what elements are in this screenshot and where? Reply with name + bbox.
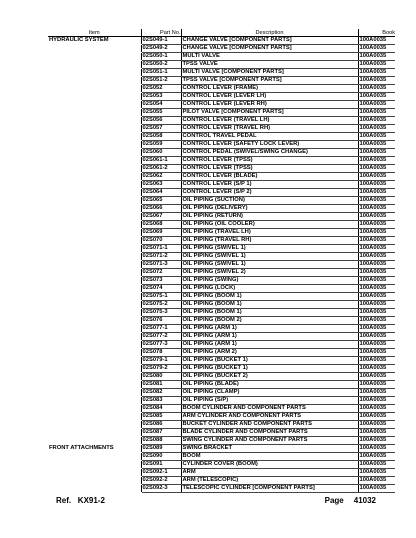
item-cell <box>48 117 141 125</box>
part-no-cell: 02S082 <box>141 389 181 397</box>
book-cell: 100A0035 <box>358 461 395 469</box>
book-cell: 100A0035 <box>358 173 395 181</box>
item-cell: HYDRAULIC SYSTEM <box>49 37 109 44</box>
item-cell <box>48 237 141 245</box>
description-cell: OIL PIPING (BUCKET 2) <box>181 373 358 381</box>
part-no-cell: 02S083 <box>141 397 181 405</box>
description-cell: OIL PIPING (BUCKET 1) <box>181 357 358 365</box>
item-cell <box>48 461 141 469</box>
description-cell: ARM (TELESCOPIC) <box>181 477 358 485</box>
description-cell: CONTROL LEVER (TPSS) <box>181 165 358 173</box>
part-no-cell: 02S087 <box>141 429 181 437</box>
book-cell: 100A0035 <box>358 285 395 293</box>
description-cell: BOOM <box>181 453 358 461</box>
book-cell: 100A0035 <box>358 37 395 45</box>
item-cell <box>48 357 141 365</box>
item-cell <box>48 269 141 277</box>
table-row <box>48 453 395 461</box>
item-cell <box>48 429 141 437</box>
description-cell: CONTROL LEVER (LEVER RH) <box>181 101 358 109</box>
description-cell: OIL PIPING (DELIVERY) <box>181 205 358 213</box>
book-cell: 100A0035 <box>358 453 395 461</box>
part-no-cell: 02S063 <box>141 181 181 189</box>
book-cell: 100A0035 <box>358 253 395 261</box>
table-row <box>48 173 395 181</box>
book-cell: 100A0035 <box>358 381 395 389</box>
book-cell: 100A0035 <box>358 189 395 197</box>
book-cell: 100A0035 <box>358 157 395 165</box>
book-cell: 100A0035 <box>358 365 395 373</box>
description-cell: MULTI VALVE [COMPONENT PARTS] <box>181 69 358 77</box>
item-cell <box>48 149 141 157</box>
table-row <box>48 437 395 445</box>
page-footer <box>56 496 376 508</box>
book-cell: 100A0035 <box>358 485 395 493</box>
table-row <box>48 445 395 453</box>
description-cell: OIL PIPING (SWIVEL 1) <box>181 253 358 261</box>
description-cell: CYLINDER COVER (BOOM) <box>181 461 358 469</box>
book-cell: 100A0035 <box>358 229 395 237</box>
part-no-cell: 02S078 <box>141 349 181 357</box>
part-no-cell: 02S088 <box>141 437 181 445</box>
description-cell: CONTROL LEVER (TRAVEL LH) <box>181 117 358 125</box>
book-cell: 100A0035 <box>358 309 395 317</box>
table-row <box>48 285 395 293</box>
item-cell <box>48 397 141 405</box>
description-cell: TPSS VALVE <box>181 61 358 69</box>
description-cell: OIL PIPING (S/P) <box>181 397 358 405</box>
book-cell: 100A0035 <box>358 325 395 333</box>
column-header-item: Item <box>48 29 141 37</box>
part-no-cell: 02S075-1 <box>141 293 181 301</box>
table-row <box>48 309 395 317</box>
table-row <box>48 69 395 77</box>
part-no-cell: 02S076 <box>141 317 181 325</box>
description-cell: CONTROL LEVER (TPSS) <box>181 157 358 165</box>
item-cell <box>48 421 141 429</box>
table-row <box>48 85 395 93</box>
part-no-cell: 02S050-1 <box>141 53 181 61</box>
item-cell <box>48 293 141 301</box>
item-cell <box>48 197 141 205</box>
description-cell: OIL PIPING (TRAVEL RH) <box>181 237 358 245</box>
book-cell: 100A0035 <box>358 245 395 253</box>
reference <box>56 496 105 505</box>
table-row <box>48 357 395 365</box>
ref-code: KX91-2 <box>77 496 105 505</box>
book-cell: 100A0035 <box>358 389 395 397</box>
book-cell: 100A0035 <box>358 333 395 341</box>
item-cell <box>48 349 141 357</box>
description-cell: BOOM CYLINDER AND COMPONENT PARTS <box>181 405 358 413</box>
part-no-cell: 02S077-2 <box>141 333 181 341</box>
item-cell <box>48 373 141 381</box>
part-no-cell: 02S091 <box>141 461 181 469</box>
description-cell: OIL PIPING (ARM 1) <box>181 333 358 341</box>
table-header-row <box>48 29 395 37</box>
book-cell: 100A0035 <box>358 293 395 301</box>
description-cell: ARM CYLINDER AND COMPONENT PARTS <box>181 413 358 421</box>
book-cell: 100A0035 <box>358 277 395 285</box>
book-cell: 100A0035 <box>358 469 395 477</box>
table-row <box>48 53 395 61</box>
table-row <box>48 93 395 101</box>
part-no-cell: 02S064 <box>141 189 181 197</box>
part-no-cell: 02S061-2 <box>141 165 181 173</box>
table-row <box>48 325 395 333</box>
book-cell: 100A0035 <box>358 117 395 125</box>
book-cell: 100A0035 <box>358 77 395 85</box>
book-cell: 100A0035 <box>358 357 395 365</box>
part-no-cell: 02S079-1 <box>141 357 181 365</box>
item-cell <box>48 381 141 389</box>
page-label: Page <box>324 496 344 505</box>
book-cell: 100A0035 <box>358 373 395 381</box>
description-cell: OIL PIPING (LOCK) <box>181 285 358 293</box>
description-cell: TELESCOPIC CYLINDER [COMPONENT PARTS] <box>181 485 358 493</box>
part-no-cell: 02S080 <box>141 373 181 381</box>
item-cell <box>48 53 141 61</box>
table-row <box>48 101 395 109</box>
table-row <box>48 149 395 157</box>
description-cell: OIL PIPING (BOOM 1) <box>181 309 358 317</box>
part-no-cell: 02S057 <box>141 125 181 133</box>
part-no-cell: 02S051-2 <box>141 77 181 85</box>
item-cell <box>48 485 141 493</box>
book-cell: 100A0035 <box>358 437 395 445</box>
description-cell: CONTROL LEVER (LEVER LH) <box>181 93 358 101</box>
item-cell <box>48 45 141 53</box>
column-header-book: Book <box>358 29 395 37</box>
book-cell: 100A0035 <box>358 221 395 229</box>
table-row <box>48 389 395 397</box>
item-cell <box>48 69 141 77</box>
table-row <box>48 237 395 245</box>
book-cell: 100A0035 <box>358 261 395 269</box>
table-row <box>48 133 395 141</box>
description-cell: OIL PIPING (ARM 2) <box>181 349 358 357</box>
item-cell <box>48 61 141 69</box>
part-no-cell: 02S086 <box>141 421 181 429</box>
description-cell: BUCKET CYLINDER AND COMPONENT PARTS <box>181 421 358 429</box>
table-row <box>48 229 395 237</box>
item-cell <box>48 261 141 269</box>
part-no-cell: 02S090 <box>141 453 181 461</box>
column-header-part-no: Part No. <box>141 29 181 37</box>
part-no-cell: 02S053 <box>141 93 181 101</box>
item-cell <box>48 109 141 117</box>
table-row <box>48 349 395 357</box>
part-no-cell: 02S066 <box>141 205 181 213</box>
table-row <box>48 125 395 133</box>
description-cell: CONTROL LEVER (FRAME) <box>181 85 358 93</box>
item-cell <box>48 285 141 293</box>
part-no-cell: 02S081 <box>141 381 181 389</box>
table-row <box>48 397 395 405</box>
description-cell: CHANGE VALVE [COMPONENT PARTS] <box>181 45 358 53</box>
description-cell: OIL PIPING (BOOM 1) <box>181 301 358 309</box>
item-cell <box>48 317 141 325</box>
item-cell <box>48 405 141 413</box>
table-row <box>48 197 395 205</box>
part-no-cell: 02S069 <box>141 229 181 237</box>
item-cell <box>48 389 141 397</box>
table-row <box>48 381 395 389</box>
table-row <box>48 413 395 421</box>
book-cell: 100A0035 <box>358 421 395 429</box>
table-row <box>48 277 395 285</box>
description-cell: OIL PIPING (CLAMP) <box>181 389 358 397</box>
table-row <box>48 221 395 229</box>
description-cell: OIL PIPING (BLADE) <box>181 381 358 389</box>
table-row <box>48 77 395 85</box>
part-no-cell: 02S054 <box>141 101 181 109</box>
table-row <box>48 269 395 277</box>
book-cell: 100A0035 <box>358 213 395 221</box>
item-cell <box>48 453 141 461</box>
description-cell: OIL PIPING (OIL COOLER) <box>181 221 358 229</box>
part-no-cell: 02S071-3 <box>141 261 181 269</box>
part-no-cell: 02S071-2 <box>141 253 181 261</box>
part-no-cell: 02S060 <box>141 149 181 157</box>
description-cell: CONTROL LEVER (TRAVEL RH) <box>181 125 358 133</box>
part-no-cell: 02S050-2 <box>141 61 181 69</box>
item-cell <box>48 229 141 237</box>
parts-table <box>48 29 395 493</box>
part-no-cell: 02S085 <box>141 413 181 421</box>
part-no-cell: 02S092-2 <box>141 477 181 485</box>
description-cell: CONTROL LEVER (BLADE) <box>181 173 358 181</box>
book-cell: 100A0035 <box>358 301 395 309</box>
part-no-cell: 02S074 <box>141 285 181 293</box>
table-row <box>48 37 395 45</box>
description-cell: ARM <box>181 469 358 477</box>
book-cell: 100A0035 <box>358 477 395 485</box>
part-no-cell: 02S065 <box>141 197 181 205</box>
item-cell <box>48 125 141 133</box>
part-no-cell: 02S062 <box>141 173 181 181</box>
book-cell: 100A0035 <box>358 349 395 357</box>
book-cell: 100A0035 <box>358 269 395 277</box>
table-row <box>48 141 395 149</box>
description-cell: OIL PIPING (SWIVEL 1) <box>181 261 358 269</box>
part-no-cell: 02S092-3 <box>141 485 181 493</box>
part-no-cell: 02S072 <box>141 269 181 277</box>
book-cell: 100A0035 <box>358 405 395 413</box>
description-cell: BLADE CYLINDER AND COMPONENT PARTS <box>181 429 358 437</box>
book-cell: 100A0035 <box>358 101 395 109</box>
description-cell: PILOT VALVE [COMPONENT PARTS] <box>181 109 358 117</box>
item-cell <box>48 213 141 221</box>
item-cell <box>48 205 141 213</box>
item-cell <box>48 141 141 149</box>
table-row <box>48 213 395 221</box>
description-cell: CONTROL PEDAL (SWIVEL/SWING CHANGE) <box>181 149 358 157</box>
item-cell <box>48 333 141 341</box>
table-row <box>48 429 395 437</box>
item-cell <box>48 301 141 309</box>
book-cell: 100A0035 <box>358 109 395 117</box>
book-cell: 100A0035 <box>358 133 395 141</box>
item-cell <box>48 93 141 101</box>
description-cell: OIL PIPING (ARM 1) <box>181 341 358 349</box>
table-row <box>48 477 395 485</box>
item-cell <box>48 189 141 197</box>
table-row <box>48 317 395 325</box>
part-no-cell: 02S055 <box>141 109 181 117</box>
item-cell <box>48 181 141 189</box>
item-cell <box>48 309 141 317</box>
item-cell <box>48 325 141 333</box>
book-cell: 100A0035 <box>358 181 395 189</box>
table-row <box>48 109 395 117</box>
page-number-block <box>315 496 376 505</box>
book-cell: 100A0035 <box>358 125 395 133</box>
part-no-cell: 02S089 <box>141 445 181 453</box>
book-cell: 100A0035 <box>358 445 395 453</box>
book-cell: 100A0035 <box>358 197 395 205</box>
item-cell <box>48 477 141 485</box>
item-cell <box>48 365 141 373</box>
table-row <box>48 181 395 189</box>
table-row <box>48 301 395 309</box>
table-row <box>48 293 395 301</box>
part-no-cell: 02S092-1 <box>141 469 181 477</box>
part-no-cell: 02S075-2 <box>141 301 181 309</box>
item-cell <box>48 221 141 229</box>
table-row <box>48 333 395 341</box>
table-row <box>48 469 395 477</box>
book-cell: 100A0035 <box>358 85 395 93</box>
table-row <box>48 365 395 373</box>
book-cell: 100A0035 <box>358 45 395 53</box>
part-no-cell: 02S075-3 <box>141 309 181 317</box>
part-no-cell: 02S061-1 <box>141 157 181 165</box>
item-cell <box>48 437 141 445</box>
part-no-cell: 02S077-1 <box>141 325 181 333</box>
table-row <box>48 157 395 165</box>
description-cell: OIL PIPING (BUCKET 1) <box>181 365 358 373</box>
description-cell: OIL PIPING (BOOM 1) <box>181 293 358 301</box>
table-row <box>48 245 395 253</box>
table-row <box>48 461 395 469</box>
part-no-cell: 02S058 <box>141 133 181 141</box>
book-cell: 100A0035 <box>358 341 395 349</box>
description-cell: CONTROL LEVER (S/P 2) <box>181 189 358 197</box>
description-cell: OIL PIPING (SWING) <box>181 277 358 285</box>
item-cell <box>48 413 141 421</box>
description-cell: CONTROL LEVER (S/P 1) <box>181 181 358 189</box>
table-row <box>48 373 395 381</box>
table-row <box>48 253 395 261</box>
table-row <box>48 165 395 173</box>
part-no-cell: 02S073 <box>141 277 181 285</box>
book-cell: 100A0035 <box>358 69 395 77</box>
description-cell: OIL PIPING (TRAVEL LH) <box>181 229 358 237</box>
description-cell: OIL PIPING (BOOM 2) <box>181 317 358 325</box>
table-row <box>48 261 395 269</box>
part-no-cell: 02S067 <box>141 213 181 221</box>
part-no-cell: 02S070 <box>141 237 181 245</box>
book-cell: 100A0035 <box>358 237 395 245</box>
table-row <box>48 189 395 197</box>
item-cell <box>48 341 141 349</box>
part-no-cell: 02S077-3 <box>141 341 181 349</box>
description-cell: OIL PIPING (SWIVEL 1) <box>181 245 358 253</box>
book-cell: 100A0035 <box>358 429 395 437</box>
item-cell <box>48 277 141 285</box>
description-cell: MULTI VALVE <box>181 53 358 61</box>
page-number: 41032 <box>353 496 376 505</box>
description-cell: CONTROL TRAVEL PEDAL <box>181 133 358 141</box>
table-row <box>48 205 395 213</box>
part-no-cell: 02S071-1 <box>141 245 181 253</box>
table-row <box>48 485 395 493</box>
description-cell: OIL PIPING (SWIVEL 2) <box>181 269 358 277</box>
table-row <box>48 341 395 349</box>
table-row <box>48 61 395 69</box>
book-cell: 100A0035 <box>358 397 395 405</box>
item-cell <box>48 101 141 109</box>
part-no-cell: 02S084 <box>141 405 181 413</box>
description-cell: CHANGE VALVE [COMPONENT PARTS] <box>181 37 358 45</box>
book-cell: 100A0035 <box>358 53 395 61</box>
part-no-cell: 02S051-1 <box>141 69 181 77</box>
item-cell <box>48 253 141 261</box>
book-cell: 100A0035 <box>358 149 395 157</box>
part-no-cell: 02S049-1 <box>141 37 181 45</box>
book-cell: 100A0035 <box>358 317 395 325</box>
description-cell: SWING CYLINDER AND COMPONENT PARTS <box>181 437 358 445</box>
item-cell: FRONT ATTACHMENTS <box>49 445 114 452</box>
ref-label: Ref. <box>56 496 72 505</box>
book-cell: 100A0035 <box>358 93 395 101</box>
description-cell: OIL PIPING (RETURN) <box>181 213 358 221</box>
description-cell: TPSS VALVE [COMPONENT PARTS] <box>181 77 358 85</box>
part-no-cell: 02S079-2 <box>141 365 181 373</box>
part-no-cell: 02S059 <box>141 141 181 149</box>
book-cell: 100A0035 <box>358 141 395 149</box>
book-cell: 100A0035 <box>358 165 395 173</box>
table-row <box>48 45 395 53</box>
book-cell: 100A0035 <box>358 205 395 213</box>
table-row <box>48 117 395 125</box>
column-header-description: Description <box>181 29 358 37</box>
table-row <box>48 405 395 413</box>
item-cell <box>48 157 141 165</box>
item-cell <box>48 77 141 85</box>
part-no-cell: 02S049-2 <box>141 45 181 53</box>
item-cell <box>48 85 141 93</box>
part-no-cell: 02S068 <box>141 221 181 229</box>
part-no-cell: 02S056 <box>141 117 181 125</box>
book-cell: 100A0035 <box>358 61 395 69</box>
description-cell: SWING BRACKET <box>181 445 358 453</box>
item-cell <box>48 469 141 477</box>
part-no-cell: 02S052 <box>141 85 181 93</box>
item-cell <box>48 165 141 173</box>
description-cell: OIL PIPING (ARM 1) <box>181 325 358 333</box>
item-cell <box>48 133 141 141</box>
item-cell <box>48 173 141 181</box>
description-cell: CONTROL LEVER (SAFETY LOCK LEVER) <box>181 141 358 149</box>
book-cell: 100A0035 <box>358 413 395 421</box>
table-row <box>48 421 395 429</box>
description-cell: OIL PIPING (SUCTION) <box>181 197 358 205</box>
item-cell <box>48 245 141 253</box>
